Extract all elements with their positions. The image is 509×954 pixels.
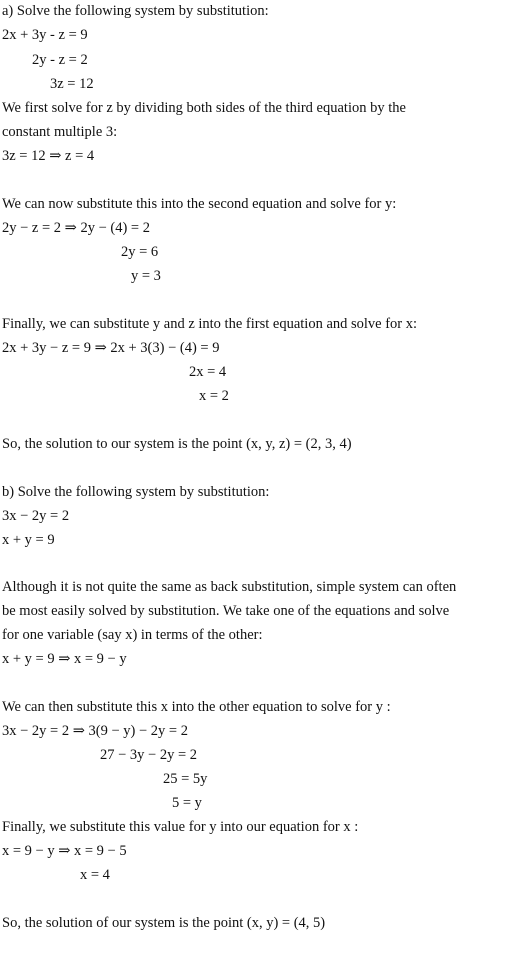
part-a-equation-1: 2x + 3y - z = 9 [2, 27, 88, 43]
part-b-y-step-1: 3x − 2y = 2 ⇒ 3(9 − y) − 2y = 2 [2, 723, 188, 739]
part-a-y-step-2: 2y = 6 [121, 244, 159, 260]
part-a-equation-2: 2y - z = 2 [32, 52, 88, 68]
part-b-intro-line-1: Although it is not quite the same as back substitution, simple system can often [2, 579, 457, 595]
part-a-x-step-1: 2x + 3y − z = 9 ⇒ 2x + 3(3) − (4) = 9 [2, 340, 220, 356]
part-b-equation-2: x + y = 9 [2, 532, 55, 548]
part-a-heading: a) Solve the following system by substitution: [2, 3, 269, 19]
part-a-conclusion: So, the solution to our system is the point (x, y, z) = (2, 3, 4) [2, 436, 352, 452]
part-a-x-step-2: 2x = 4 [189, 364, 227, 380]
part-a-x-step-3: x = 2 [199, 388, 229, 404]
part-a-intro-line-1: We first solve for z by dividing both sides of the third equation by the [2, 100, 406, 116]
part-b-equation-1: 3x − 2y = 2 [2, 508, 70, 524]
part-b-conclusion: So, the solution of our system is the point (x, y) = (4, 5) [2, 915, 326, 931]
part-b-y-step-4: 5 = y [172, 795, 202, 811]
part-a-x-intro: Finally, we can substitute y and z into the first equation and solve for x: [2, 316, 418, 332]
part-a-z-step: 3z = 12 ⇒ z = 4 [2, 148, 95, 164]
part-a-y-step-3: y = 3 [131, 268, 161, 284]
part-b-y-step-2: 27 − 3y − 2y = 2 [100, 747, 198, 763]
part-a-y-intro: We can now substitute this into the second equation and solve for y: [2, 196, 397, 212]
part-b-heading: b) Solve the following system by substitution: [2, 484, 270, 500]
part-b-x-step-2: x = 4 [80, 867, 110, 883]
part-b-intro-line-2: be most easily solved by substitution. We take one of the equations and solve [2, 603, 450, 619]
part-b-x-intro: Finally, we substitute this value for y into our equation for x : [2, 819, 359, 835]
part-a-equation-3: 3z = 12 [50, 76, 94, 92]
part-b-intro-line-3: for one variable (say x) in terms of the other: [2, 627, 263, 643]
part-b-y-intro: We can then substitute this x into the other equation to solve for y : [2, 699, 391, 715]
part-b-x-step-1: x = 9 − y ⇒ x = 9 − 5 [2, 843, 127, 859]
part-b-x-expression: x + y = 9 ⇒ x = 9 − y [2, 651, 127, 667]
part-a-y-step-1: 2y − z = 2 ⇒ 2y − (4) = 2 [2, 220, 150, 236]
part-a-intro-line-2: constant multiple 3: [2, 124, 118, 140]
part-b-y-step-3: 25 = 5y [163, 771, 208, 787]
